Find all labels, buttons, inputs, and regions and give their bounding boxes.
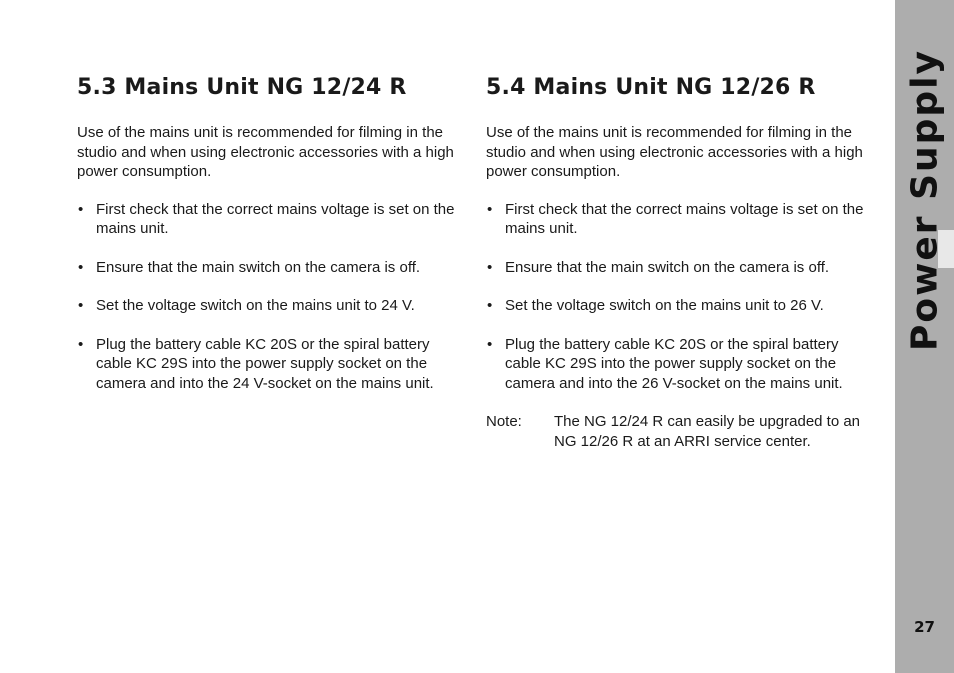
section-intro: Use of the mains unit is recommended for filming in the studio and when using electronic accessories with a high power consumption. [77, 124, 454, 180]
section-intro: Use of the mains unit is recommended for filming in the studio and when using electronic accessories with a high power consumption. [486, 124, 863, 180]
list-item-text: Ensure that the main switch on the camera is off. [96, 258, 421, 276]
list-item [486, 258, 878, 278]
bullet-icon: • [78, 297, 84, 314]
list-item-text: First check that the correct mains voltage is set on the mains unit. [96, 200, 455, 237]
section-5-4 [486, 72, 878, 451]
section-title: 5.4 Mains Unit NG 12/26 R [486, 75, 816, 100]
bullet-icon: • [487, 200, 493, 218]
section-5-3 [77, 72, 469, 412]
list-item-text: Plug the battery cable KC 20S or the spiral battery cable KC 29S into the power supply socket on the camera and into the 24 V-socket on the mains unit. [96, 335, 434, 392]
bullet-icon: • [487, 335, 493, 353]
list-item [77, 258, 469, 278]
instruction-list [77, 200, 469, 394]
list-item [486, 296, 878, 316]
chapter-title: Power Supply [904, 49, 946, 351]
list-item [77, 335, 469, 394]
bullet-icon: • [78, 258, 84, 276]
note-text: The NG 12/24 R can easily be upgraded to an NG 12/26 R at an ARRI service center. [554, 413, 861, 450]
page-number: 27 [914, 618, 935, 636]
note-label: Note: [486, 413, 522, 430]
list-item [486, 200, 878, 239]
list-item [77, 200, 469, 239]
bullet-icon: • [487, 258, 493, 276]
list-item-text: First check that the correct mains voltage is set on the mains unit. [505, 200, 864, 237]
list-item [77, 296, 469, 316]
list-item-text: Set the voltage switch on the mains unit to 24 V. [96, 297, 415, 314]
list-item [486, 335, 878, 394]
list-item-text: Ensure that the main switch on the camera is off. [505, 258, 830, 276]
bullet-icon: • [78, 335, 84, 353]
list-item-text: Plug the battery cable KC 20S or the spiral battery cable KC 29S into the power supply socket on the camera and into the 26 V-socket on the mains unit. [505, 335, 843, 392]
instruction-list [486, 200, 878, 394]
section-title: 5.3 Mains Unit NG 12/24 R [77, 75, 407, 100]
bullet-icon: • [487, 297, 493, 314]
note-block [486, 412, 878, 451]
bullet-icon: • [78, 200, 84, 218]
list-item-text: Set the voltage switch on the mains unit to 26 V. [505, 297, 824, 314]
